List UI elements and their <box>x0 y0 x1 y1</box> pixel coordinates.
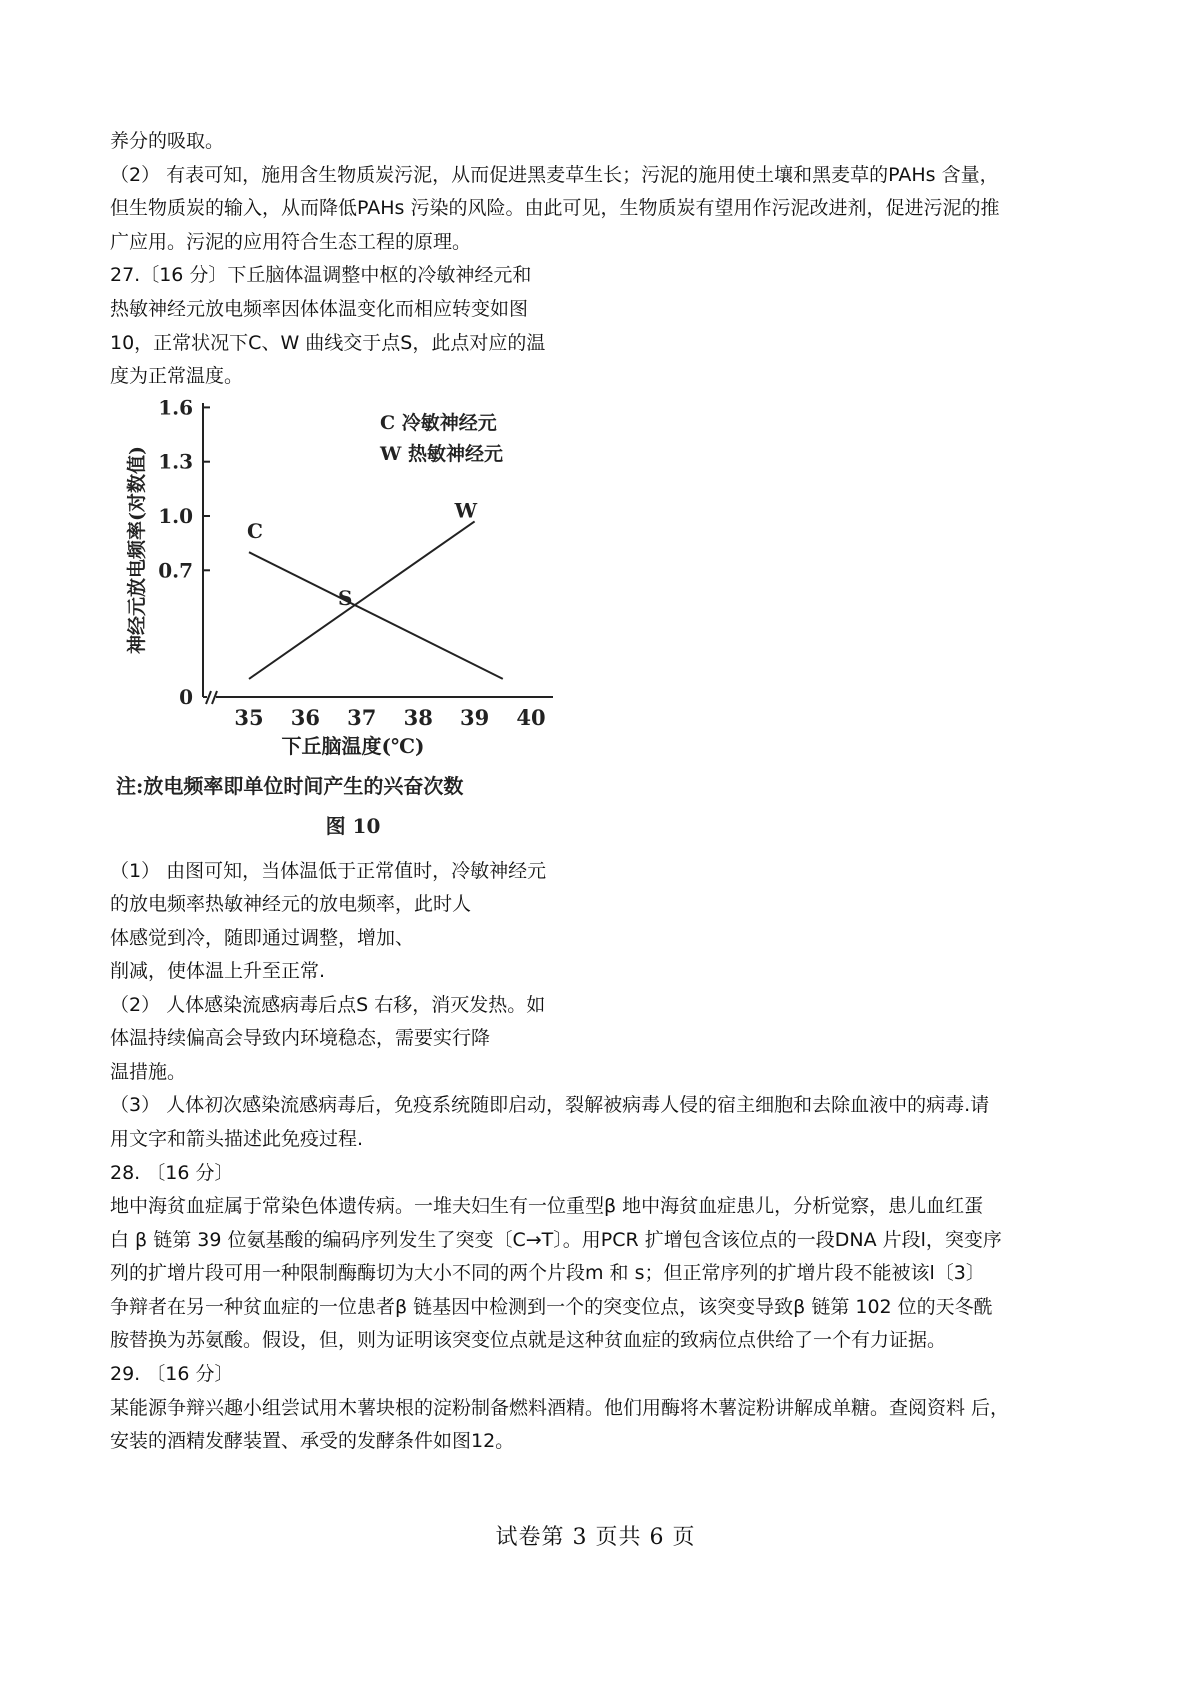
line-13: （2） 人体感染流感病毒后点S 右移，消灭发热。如 <box>110 994 546 1016</box>
legend-cold: C 冷敏神经元 <box>380 412 497 434</box>
line-09: （1） 由图可知，当体温低于正常值时，冷敏神经元 <box>110 860 547 882</box>
y-tick-label: 1.3 <box>158 449 193 474</box>
figure-caption: 图 10 <box>325 814 381 838</box>
line-21: 列的扩增片段可用一种限制酶酶切为大小不同的两个片段m 和 s；但正常序列的扩增片段不能被该l〔3〕 <box>110 1262 985 1284</box>
line-12: 削减，使体温上升至正常. <box>110 960 326 982</box>
x-tick-label: 38 <box>403 705 433 730</box>
line-22: 争辩者在另一种贫血症的一位患者β 链基因中检测到一个的突变位点，该突变导致β 链第 102 位的天冬酰 <box>110 1296 993 1318</box>
x-tick-label: 36 <box>290 705 321 730</box>
line-16: （3） 人体初次感染流感病毒后，免疫系统随即启动，裂解被病毒人侵的宿主细胞和去除血液中的病毒.请 <box>110 1094 990 1116</box>
line-08: 度为正常温度。 <box>110 365 244 387</box>
legend-warm: W 热敏神经元 <box>380 443 503 465</box>
line-10: 的放电频率热敏神经元的放电频率，此时人 <box>110 893 472 915</box>
line-15: 温措施。 <box>110 1061 187 1083</box>
x-tick-label: 37 <box>347 705 377 730</box>
y-tick-label: 1.6 <box>158 395 193 420</box>
chart-svg <box>113 395 583 845</box>
page-footer: 试卷第 3 页共 6 页 <box>495 1525 696 1550</box>
line-24: 29. 〔16 分〕 <box>110 1363 234 1385</box>
series-line-w <box>249 521 475 678</box>
line-23: 胺替换为苏氨酸。假设，但，则为证明该突变位点就是这种贫血症的致病位点供给了一个有力证据。 <box>110 1329 947 1351</box>
x-tick-label: 40 <box>516 705 546 730</box>
line-01: 养分的吸取。 <box>110 130 225 152</box>
line-03: 但生物质炭的输入，从而降低PAHs 污染的风险。由此可见，生物质炭有望用作污泥改进剂，促进污泥的推 <box>110 197 1000 219</box>
y-tick-label: 0 <box>179 685 193 709</box>
line-06: 热敏神经元放电频率因体体温变化而相应转变如图 <box>110 298 529 320</box>
series-line-c <box>249 552 503 679</box>
series-label-w: W <box>454 498 478 523</box>
figure-10 <box>113 395 583 845</box>
x-axis-label: 下丘脑温度(℃) <box>281 734 425 758</box>
series-lines <box>249 521 503 678</box>
line-26: 安装的酒精发酵装置、承受的发酵条件如图12。 <box>110 1430 515 1452</box>
x-tick-label: 35 <box>234 705 264 730</box>
y-tick-label: 0.7 <box>158 558 193 583</box>
line-04: 广应用。污泥的应用符合生态工程的原理。 <box>110 231 472 253</box>
line-19: 地中海贫血症属于常染色体遗传病。一堆夫妇生有一位重型β 地中海贫血症患儿，分析觉察，患儿血红蛋 <box>110 1195 984 1217</box>
chart-note: 注:放电频率即单位时间产生的兴奋次数 <box>116 774 464 798</box>
line-20: 白 β 链第 39 位氨基酸的编码序列发生了突变〔C→T〕。用PCR 扩增包含该位点的一段DNA 片段l，突变序 <box>110 1229 1002 1251</box>
y-tick-label: 1.0 <box>158 504 193 528</box>
line-02: （2） 有表可知，施用含生物质炭污泥，从而促进黑麦草生长；污泥的施用使土壤和黑麦草的PAHs 含量， <box>110 164 999 186</box>
line-17: 用文字和箭头描述此免疫过程. <box>110 1128 364 1150</box>
x-tick-label: 39 <box>459 705 490 730</box>
line-14: 体温持续偏高会导致内环境稳态，需要实行降 <box>110 1027 491 1049</box>
y-axis-label: 神经元放电频率(对数值) <box>126 446 148 654</box>
line-11: 体感觉到冷，随即通过调整，增加、 <box>110 927 415 949</box>
series-labels <box>247 498 478 543</box>
line-07: 10，正常状况下C、W 曲线交于点S，此点对应的温 <box>110 332 546 354</box>
line-05: 27.〔16 分〕下丘脑体温调整中枢的冷敏神经元和 <box>110 264 532 286</box>
line-25: 某能源争辩兴趣小组尝试用木薯块根的淀粉制备燃料酒精。他们用酶将木薯淀粉讲解成单糖。查阅资料 后， <box>110 1397 1010 1419</box>
x-ticks <box>234 705 545 730</box>
series-label-c: C <box>247 519 263 544</box>
intersection-label: S <box>338 586 353 610</box>
line-18: 28. 〔16 分〕 <box>110 1162 234 1184</box>
